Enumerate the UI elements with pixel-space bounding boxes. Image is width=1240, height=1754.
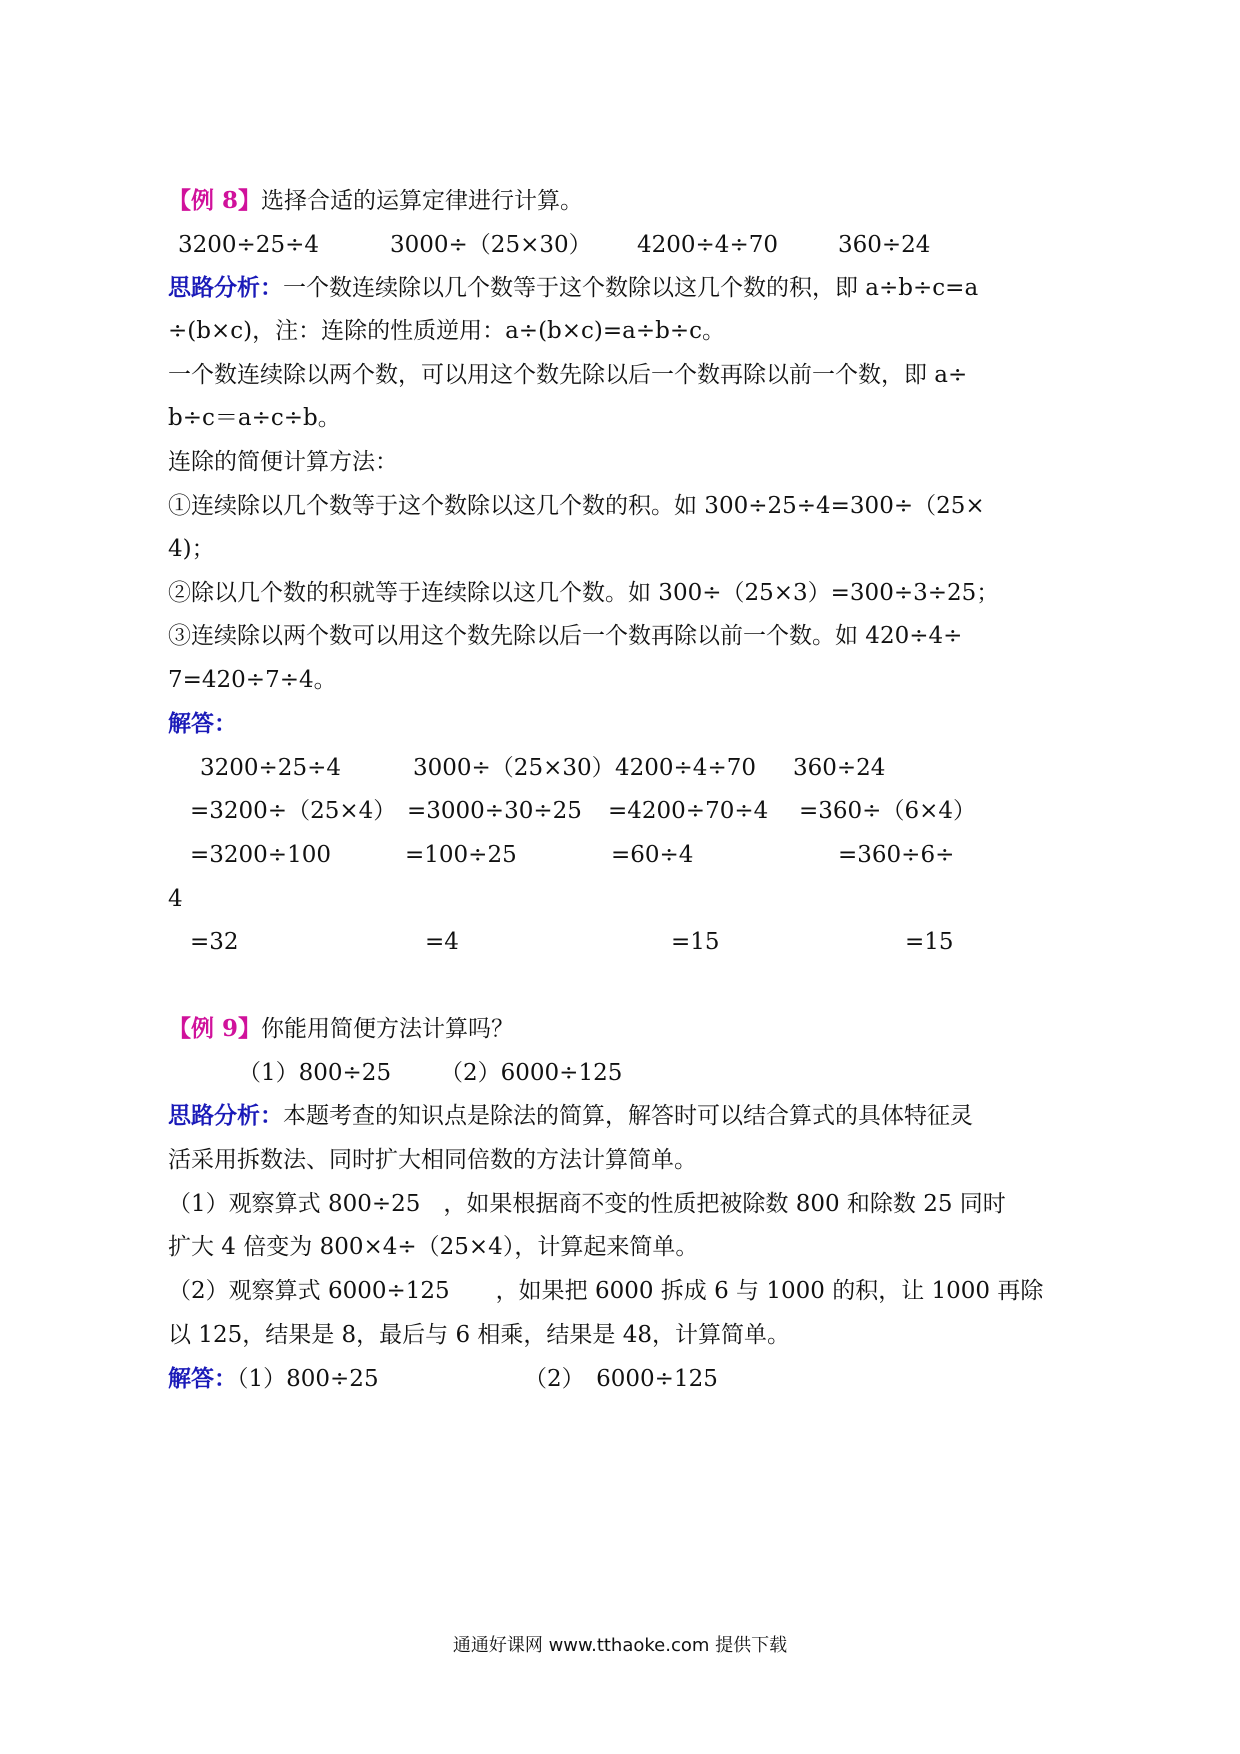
ex9-answer-label: 解答： [168, 1365, 237, 1392]
ex8-analysis-line: 一个数连续除以两个数，可以用这个数先除以后一个数再除以前一个数，即 a÷ [168, 362, 968, 388]
ex8-answer-step: =3000÷30÷25 [407, 798, 582, 824]
page-footer: 通通好课网 www.tthaoke.com 提供下载 [452, 1635, 788, 1656]
ex9-analysis-line [168, 1101, 973, 1131]
ex8-answer-result: =15 [905, 929, 954, 955]
ex8-answer-step: 3200÷25÷4 [200, 755, 341, 781]
ex8-answer-step: =360÷6÷ [838, 842, 955, 868]
ex8-analysis-line [168, 273, 978, 303]
ex8-answer-step: =4200÷70÷4 [608, 798, 769, 824]
ex8-analysis-line: 4)； [168, 536, 215, 562]
ex9-problem: （1）800÷25 [238, 1060, 392, 1086]
ex9-analysis-line: （1）观察算式 800÷25 ，如果根据商不变的性质把被除数 800 和除数 25 同时 [168, 1191, 1006, 1217]
ex8-answer-step: =100÷25 [405, 842, 517, 868]
example-9-question: 你能用简便方法计算吗？ [261, 1016, 515, 1042]
ex8-answer-step: =3200÷（25×4） [190, 798, 397, 824]
ex8-analysis-line: ②除以几个数的积就等于连续除以这几个数。如 300÷（25×3）=300÷3÷25； [168, 580, 1000, 606]
ex9-analysis-line: 活采用拆数法、同时扩大相同倍数的方法计算简单。 [168, 1147, 697, 1173]
ex8-answer-step: =60÷4 [611, 842, 694, 868]
ex8-answer-label: 解答： [168, 710, 237, 737]
ex8-answer-step: 4 [168, 886, 183, 912]
ex8-problem: 360÷24 [838, 232, 931, 258]
ex8-analysis-text: 一个数连续除以几个数等于这个数除以这几个数的积，即 a÷b÷c=a [283, 275, 979, 301]
ex9-answer-item: （1）800÷25 [237, 1366, 379, 1392]
ex8-answer-step: 360÷24 [793, 755, 886, 781]
ex8-analysis-line: ①连续除以几个数等于这个数除以这几个数的积。如 300÷25÷4=300÷（25× [168, 493, 985, 519]
ex8-problem: 4200÷4÷70 [637, 232, 778, 258]
ex9-analysis-line: （2）观察算式 6000÷125 ，如果把 6000 拆成 6 与 1000 的积，让 1000 再除 [168, 1278, 1044, 1304]
ex9-answer-item: （2） 6000÷125 [524, 1366, 718, 1392]
ex9-analysis-line: 扩大 4 倍变为 800×4÷（25×4），计算起来简单。 [168, 1234, 699, 1260]
ex8-analysis-line: ③连续除以两个数可以用这个数先除以后一个数再除以前一个数。如 420÷4÷ [168, 623, 963, 649]
example-8-heading [168, 186, 583, 216]
ex8-analysis-line: 7=420÷7÷4。 [168, 667, 337, 693]
example-8-tag: 【例 8】 [168, 187, 262, 214]
ex8-answer-step: =360÷（6×4） [799, 798, 976, 824]
ex8-answer-result: =4 [425, 929, 459, 955]
example-9-heading [168, 1014, 514, 1044]
ex9-analysis-label: 思路分析： [168, 1102, 283, 1129]
ex9-analysis-line: 以 125，结果是 8，最后与 6 相乘，结果是 48，计算简单。 [168, 1322, 790, 1348]
example-8-question: 选择合适的运算定律进行计算。 [261, 188, 584, 214]
ex9-analysis-text: 本题考查的知识点是除法的简算，解答时可以结合算式的具体特征灵 [283, 1103, 973, 1129]
ex8-analysis-label: 思路分析： [168, 274, 283, 301]
ex8-problem: 3000÷（25×30） [390, 232, 592, 258]
ex8-problem: 3200÷25÷4 [178, 232, 319, 258]
ex8-answer-result: =32 [190, 929, 239, 955]
ex9-answer-line [168, 1364, 379, 1394]
ex8-answer-step: 4200÷4÷70 [615, 755, 756, 781]
ex8-analysis-line: 连除的简便计算方法： [168, 449, 398, 475]
ex8-analysis-line: ÷(b×c)，注：连除的性质逆用：a÷(b×c)=a÷b÷c。 [168, 318, 726, 344]
ex8-analysis-line: b÷c＝a÷c÷b。 [168, 405, 341, 431]
ex8-answer-step: 3000÷（25×30） [413, 755, 615, 781]
ex9-problem: （2）6000÷125 [440, 1060, 623, 1086]
example-9-tag: 【例 9】 [168, 1015, 262, 1042]
ex8-answer-step: =3200÷100 [190, 842, 331, 868]
ex8-answer-result: =15 [671, 929, 720, 955]
